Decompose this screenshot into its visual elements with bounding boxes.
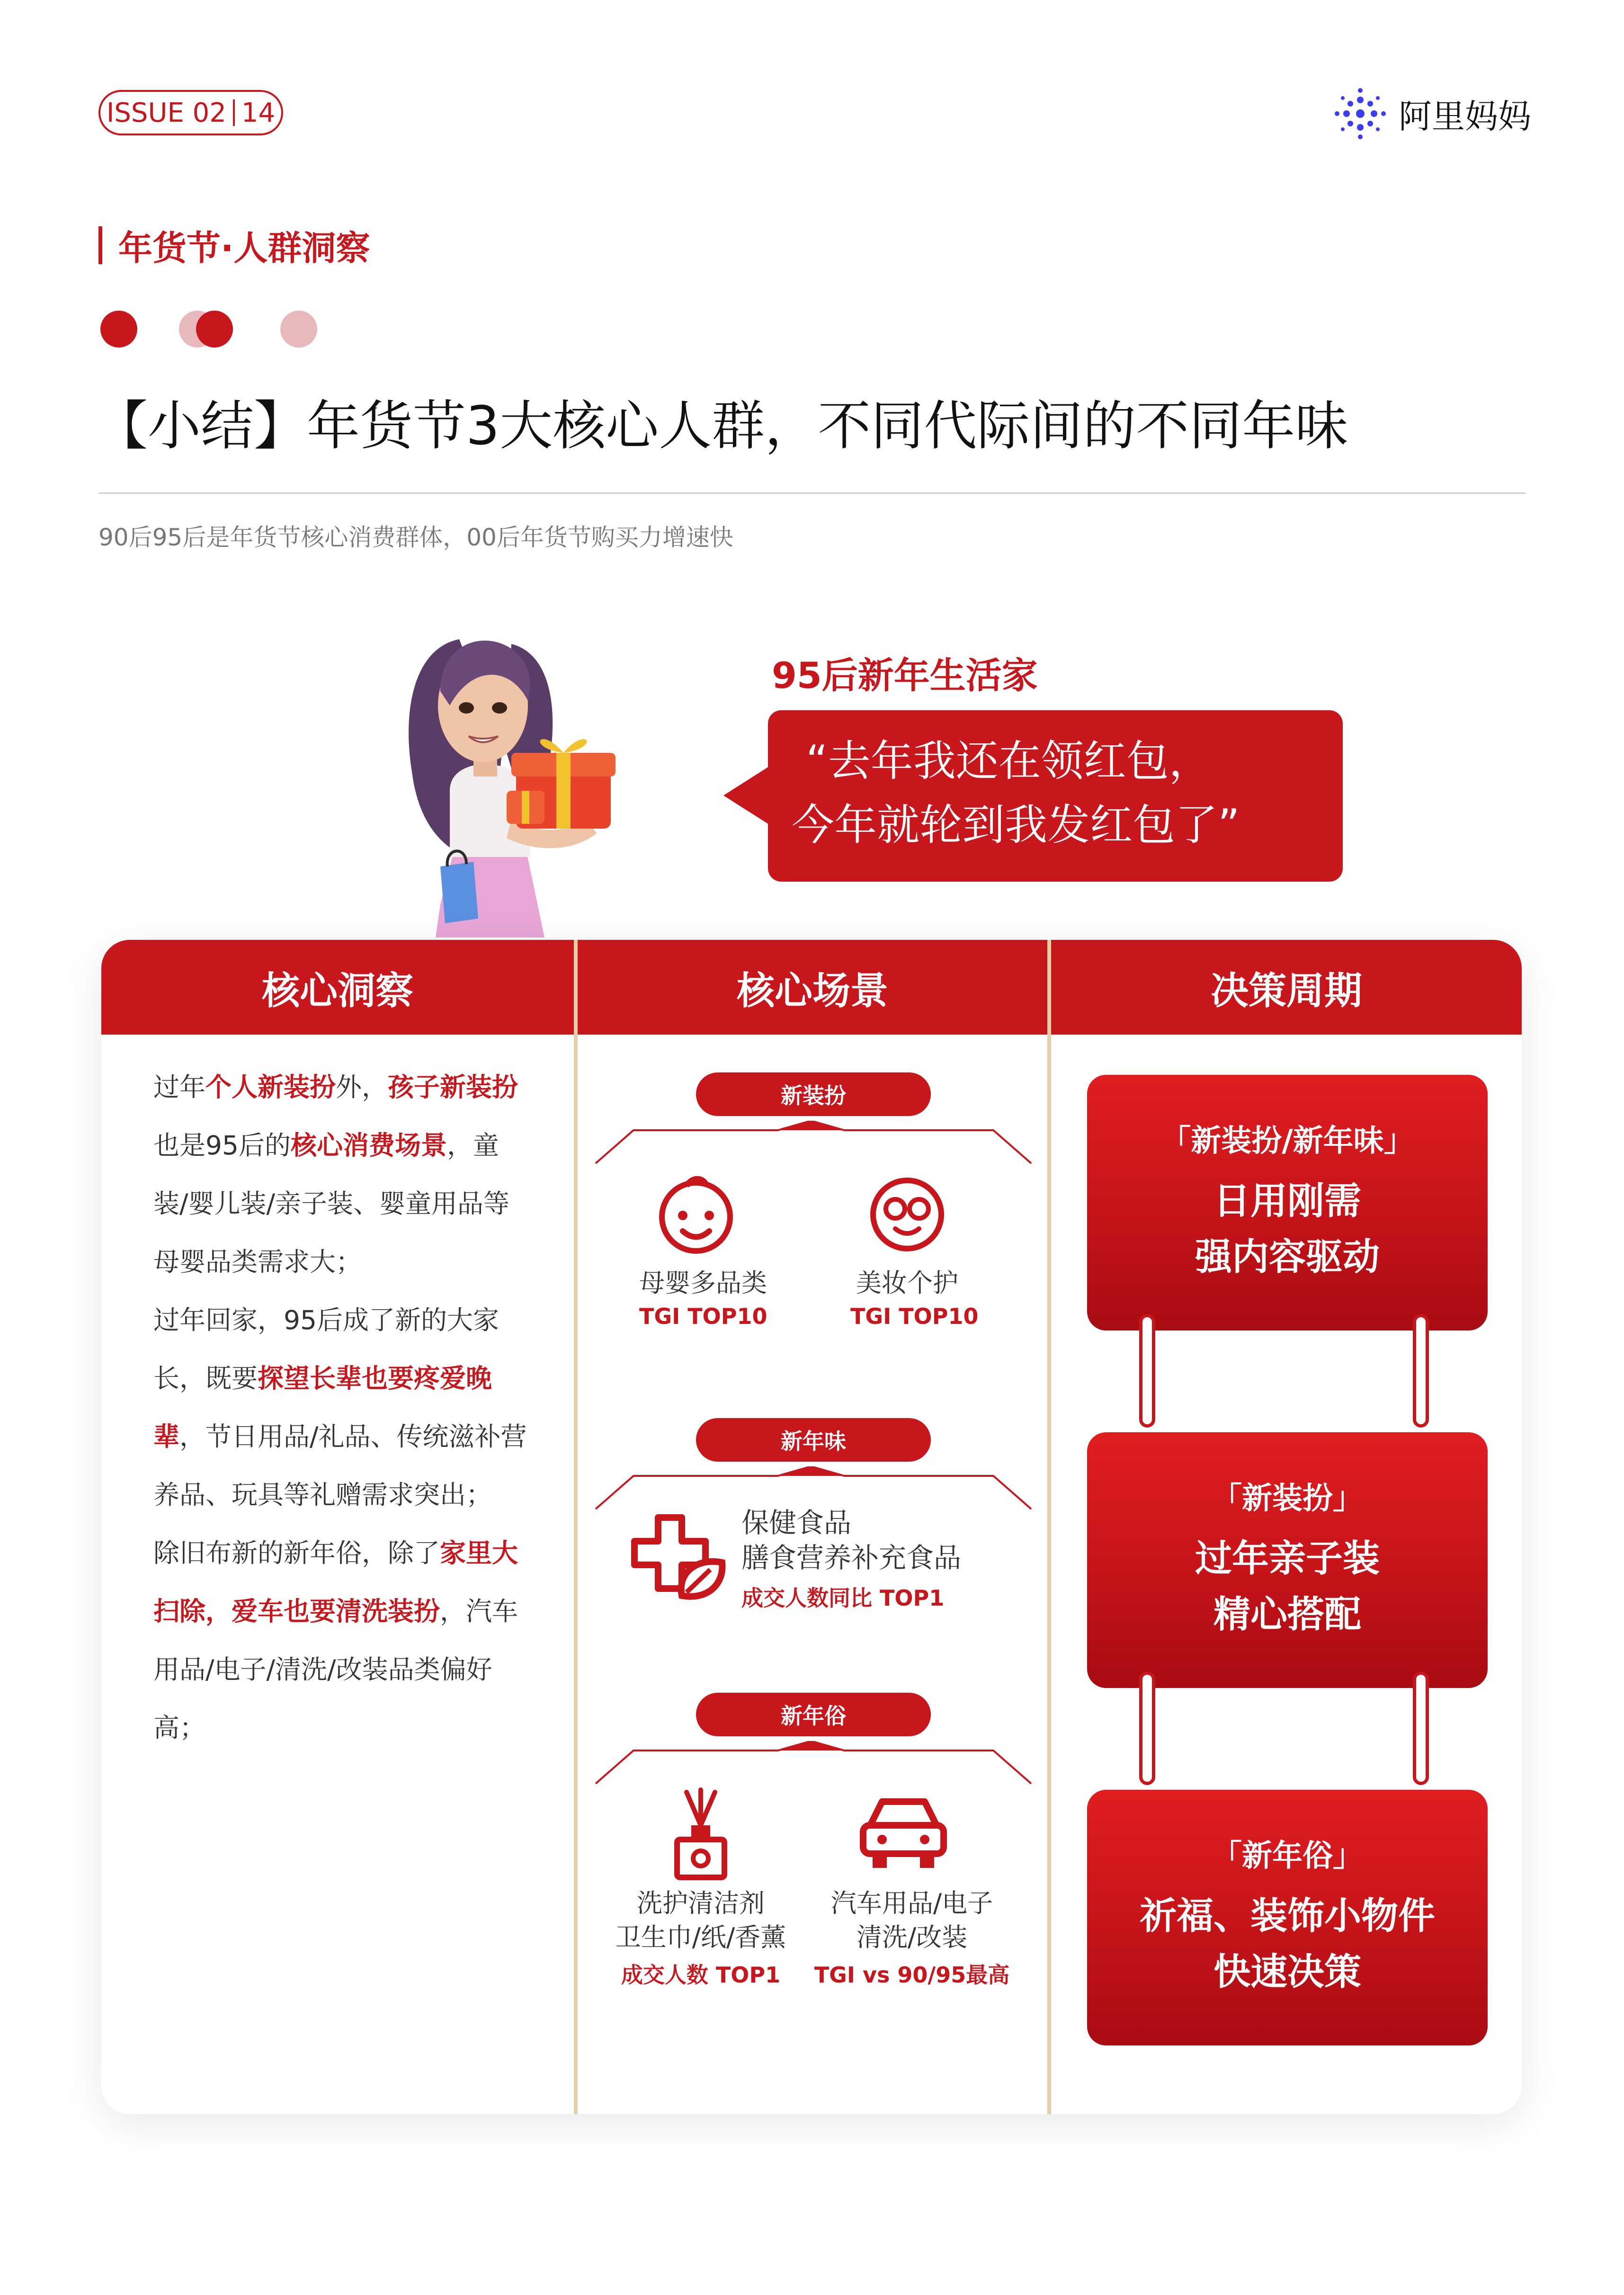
scene3-left-line1: 洗护清洁剂: [637, 1888, 765, 1918]
insight-text-run: 过年: [153, 1072, 206, 1102]
quote-line-2: 今年就轮到我发红包了”: [792, 800, 1240, 850]
issue-number: ISSUE 02: [106, 97, 226, 128]
insight-text-run: 过年回家，95后成了新的大家长，既要: [153, 1305, 499, 1393]
cycle-connector: [1413, 1671, 1429, 1785]
title-rule: [98, 492, 1526, 494]
section-bar: [98, 226, 102, 264]
page-title: 【小结】年货节3大核心人群，不同代际间的不同年味: [95, 395, 1348, 457]
col-header-scene: 核心场景: [737, 968, 888, 1013]
scene3-left-stat: 成交人数 TOP1: [621, 1962, 781, 1988]
insight-highlight: 探望长辈也要疼爱晚辈: [153, 1363, 492, 1452]
cycle-line-1: 日用刚需: [1213, 1180, 1361, 1223]
col-header-insight: 核心洞察: [262, 968, 413, 1013]
quote-bubble: [768, 710, 1343, 882]
scene1-right-name: 美妆个护: [856, 1268, 958, 1298]
cycle-line-2: 精心搭配: [1213, 1593, 1361, 1636]
quote-line-1: “去年我还在领红包，: [806, 736, 1212, 786]
insight-text: [153, 1058, 532, 1757]
scene-pill-new-look: 新装扮: [696, 1072, 931, 1116]
car-icon: [856, 1792, 951, 1873]
cycle-box-1: [1087, 1075, 1488, 1331]
scene-pill-new-taste: 新年味: [696, 1418, 931, 1462]
persona-name: 95后新年生活家: [772, 654, 1038, 697]
scene-bracket: [591, 1741, 1036, 1788]
insight-text-run: ，节日用品/礼品、传统滋补营养品、玩具等礼赠需求突出；: [153, 1421, 527, 1510]
cycle-line-1: 祈福、装饰小物件: [1139, 1895, 1435, 1938]
brand-name: 阿里妈妈: [1399, 97, 1531, 136]
cycle-tag: 「新装扮」: [1212, 1481, 1363, 1516]
insight-text-run: 除旧布新的新年俗，除了: [153, 1538, 440, 1568]
cycle-box-2: [1087, 1432, 1488, 1688]
insight-highlight: 个人新装扮: [205, 1072, 336, 1102]
scene1-left-name: 母婴多品类: [639, 1268, 767, 1298]
scene1-right-stat: TGI TOP10: [850, 1304, 979, 1329]
cycle-tag: 「新装扮/新年味」: [1160, 1124, 1414, 1159]
scene-pill-new-custom: 新年俗: [696, 1693, 931, 1736]
cycle-line-1: 过年亲子装: [1195, 1537, 1380, 1580]
baby-face-icon: [653, 1172, 739, 1257]
insight-highlight: 家里大扫除，爱车也要清洗装扮: [153, 1538, 518, 1626]
dot-solid: [100, 311, 137, 348]
issue-badge: [98, 90, 283, 135]
insight-highlight: 核心消费场景: [291, 1130, 447, 1161]
column-divider-1: [574, 940, 578, 2114]
scene3-right-line2: 清洗/改装: [856, 1922, 968, 1952]
persona-illustration: [369, 611, 682, 942]
insight-text-run: ，童装/婴儿装/亲子装、婴童用品等母婴品类需求大；: [153, 1130, 510, 1277]
scene2-line2: 膳食营养补充食品: [741, 1542, 962, 1574]
dot-light: [280, 311, 317, 348]
insight-paragraph-2: [153, 1291, 532, 1524]
cycle-line-2: 快速决策: [1213, 1951, 1361, 1993]
page-subtitle: 90后95后是年货节核心消费群体，00后年货节购买力增速快: [98, 524, 733, 551]
scene-bracket: [591, 1121, 1036, 1168]
cycle-connector: [1413, 1314, 1429, 1428]
scene2-line1: 保健食品: [741, 1507, 852, 1539]
insight-paragraph-1: [153, 1058, 532, 1291]
insight-text-run: 也是95后的: [153, 1130, 291, 1161]
page-number: 14: [241, 97, 276, 128]
insight-highlight: 孩子新装扮: [388, 1072, 518, 1102]
diffuser-icon: [668, 1787, 734, 1882]
scene3-right-line1: 汽车用品/电子: [830, 1888, 993, 1918]
insight-text-run: ，汽车用品/电子/清洗/改装品类偏好高；: [153, 1596, 518, 1743]
scene3-right-stat: TGI vs 90/95最高: [814, 1962, 1010, 1988]
scene1-left-stat: TGI TOP10: [639, 1304, 767, 1329]
brand-logo: [1334, 85, 1531, 142]
insight-paragraph-3: [153, 1524, 532, 1757]
dot-overlap-front: [196, 311, 233, 348]
issue-divider: [233, 99, 235, 126]
cycle-connector: [1139, 1671, 1155, 1785]
cycle-connector: [1139, 1314, 1155, 1428]
column-divider-2: [1047, 940, 1051, 2114]
summary-panel: [101, 940, 1522, 2114]
beauty-face-icon: [865, 1172, 950, 1257]
insight-text-run: 外，: [336, 1072, 388, 1102]
cycle-tag: 「新年俗」: [1212, 1839, 1363, 1874]
section-label: [98, 223, 370, 268]
section-text: 年货节·人群洞察: [118, 228, 370, 268]
col-header-cycle: 决策周期: [1211, 968, 1362, 1013]
health-cross-icon: [625, 1508, 729, 1603]
cycle-line-2: 强内容驱动: [1195, 1236, 1380, 1278]
scene3-left-line2: 卫生巾/纸/香薰: [615, 1922, 786, 1952]
brand-dots-icon: [1334, 88, 1386, 140]
scene2-stat: 成交人数同比 TOP1: [741, 1585, 945, 1611]
cycle-box-3: [1087, 1790, 1488, 2045]
